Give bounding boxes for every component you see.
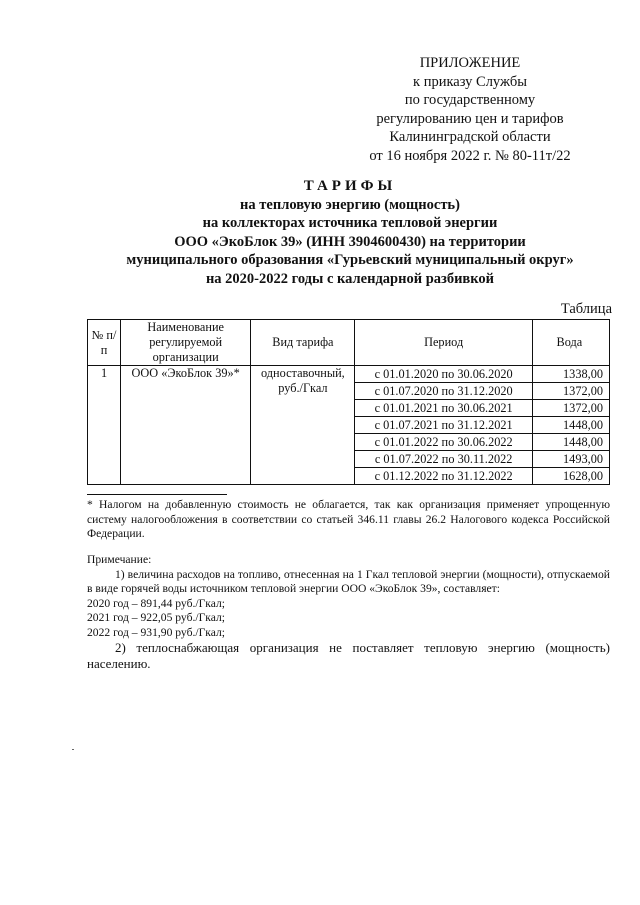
appendix-line: регулированию цен и тарифов [376, 110, 564, 127]
scan-mark [72, 749, 74, 750]
note-item-1: 1) величина расходов на топливо, отнесенная на 1 Гкал тепловой энергии (мощности), отпускаемой в виде горячей воды источником тепловой энергии ООО «ЭкоБлок 39», составляет: [87, 567, 610, 595]
cell-period: с 01.12.2022 по 31.12.2022 [355, 468, 532, 485]
appendix-line: по государственному [404, 92, 536, 109]
note-year-line: 2021 год – 922,05 руб./Гкал; [87, 611, 226, 624]
table-row [88, 366, 610, 383]
note-year-line: 2022 год – 931,90 руб./Гкал; [87, 625, 226, 639]
cell-water: 1372,00 [532, 400, 609, 417]
tariff-table [87, 319, 610, 485]
cell-period: с 01.01.2022 по 30.06.2022 [355, 434, 532, 451]
cell-period: с 01.07.2022 по 30.11.2022 [355, 451, 532, 468]
cell-period: с 01.01.2020 по 30.06.2020 [355, 366, 532, 383]
title-line: ООО «ЭкоБлок 39» (ИНН 3904600430) на территории [174, 233, 526, 250]
cell-water: 1448,00 [532, 417, 609, 434]
cell-period: с 01.07.2021 по 31.12.2021 [355, 417, 532, 434]
cell-num: 1 [88, 366, 121, 485]
title-main: ТАРИФЫ [303, 178, 397, 194]
note-item-2: 2) теплоснабжающая организация не поставляет тепловую энергию (мощность) населению. [87, 640, 610, 671]
header-water: Вода [532, 320, 609, 366]
title-line: на 2020-2022 годы с календарной разбивкой [205, 270, 495, 287]
appendix-header [330, 54, 610, 166]
note-block [87, 553, 610, 672]
cell-water: 1628,00 [532, 468, 609, 485]
appendix-line: от 16 ноября 2022 г. № 80-11т/22 [369, 147, 571, 164]
appendix-line: ПРИЛОЖЕНИЕ [419, 55, 521, 71]
footnote: * Налогом на добавленную стоимость не облагается, так как организация применяет упрощенную систему налогообложения в соответствии со статьей 346.11 главы 26.2 Налогового кодекса Российской Федерации. [87, 498, 610, 540]
cell-org: ООО «ЭкоБлок 39»* [121, 366, 251, 485]
appendix-line: Калининградской области [389, 129, 551, 146]
cell-period: с 01.07.2020 по 31.12.2020 [355, 383, 532, 400]
header-period: Период [355, 320, 532, 366]
table-label: Таблица [560, 301, 612, 317]
footnote-divider [87, 494, 227, 495]
cell-type: одноставочный, руб./Гкал [251, 366, 355, 485]
appendix-line: к приказу Службы [413, 73, 527, 90]
title-line: муниципального образования «Гурьевский муниципальный округ» [126, 252, 574, 269]
header-num: № п/п [88, 320, 121, 366]
header-type: Вид тарифа [251, 320, 355, 366]
cell-water: 1448,00 [532, 434, 609, 451]
title-line: на коллекторах источника тепловой энергии [202, 215, 498, 232]
table-header-row [88, 320, 610, 366]
document-title [60, 177, 640, 289]
note-year-line: 2020 год – 891,44 руб./Гкал; [87, 596, 226, 610]
cell-water: 1338,00 [532, 366, 609, 383]
cell-water: 1372,00 [532, 383, 609, 400]
title-line: на тепловую энергию (мощность) [240, 196, 460, 213]
cell-period: с 01.01.2021 по 30.06.2021 [355, 400, 532, 417]
header-org: Наименование регулируемой организации [121, 320, 251, 366]
note-heading: Примечание: [87, 553, 152, 566]
cell-water: 1493,00 [532, 451, 609, 468]
